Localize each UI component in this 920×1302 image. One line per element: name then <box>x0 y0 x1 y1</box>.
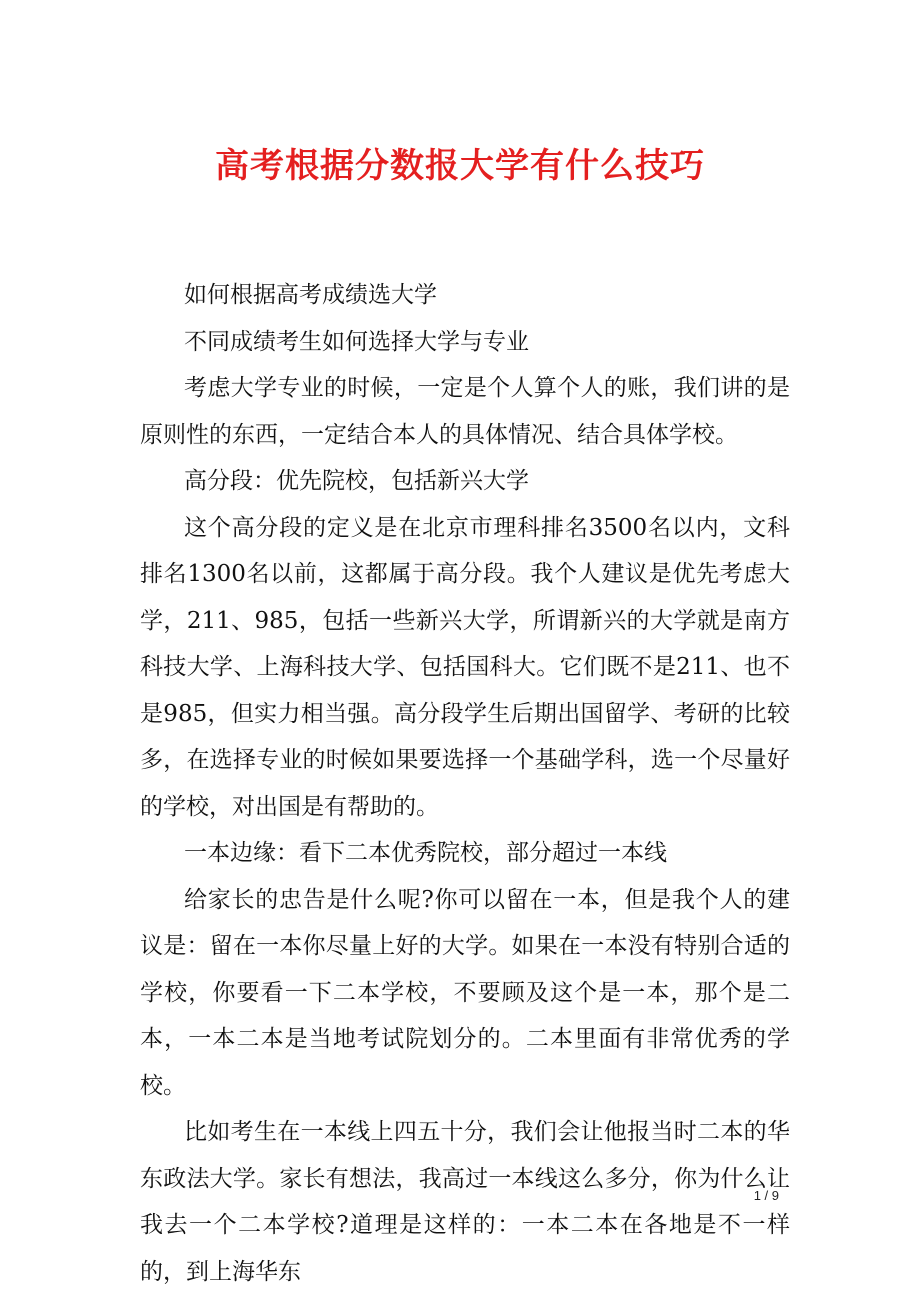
paragraph: 这个高分段的定义是在北京市理科排名3500名以内，文科排名1300名以前，这都属于高分段。我个人建议是优先考虑大学，211、985，包括一些新兴大学，所谓新兴的大学就是南方科技大学、上海科技大学、包括国科大。它们既不是211、也不是985，但实力相当强。高分段学生后期出国留学、考研的比较多，在选择专业的时候如果要选择一个基础学科，选一个尽量好的学校，对出国是有帮助的。 <box>140 514 790 820</box>
page-indicator: 1 / 9 <box>753 1188 779 1203</box>
paragraph: 比如考生在一本线上四五十分，我们会让他报当时二本的华东政法大学。家长有想法，我高过一本线这么多分，你为什么让我去一个二本学校?道理是这样的：一本二本在各地是不一样的，到上海华东 <box>140 1119 790 1285</box>
document-title: 高考根据分数报大学有什么技巧 <box>215 146 705 186</box>
paragraph: 一本边缘：看下二本优秀院校，部分超过一本线 <box>184 840 667 866</box>
paragraph: 考虑大学专业的时候，一定是个人算个人的账，我们讲的是原则性的东西，一定结合本人的具体情况、结合具体学校。 <box>140 375 790 448</box>
paragraph: 如何根据高考成绩选大学 <box>184 282 437 308</box>
paragraph: 给家长的忠告是什么呢?你可以留在一本，但是我个人的建议是：留在一本你尽量上好的大学。如果在一本没有特别合适的学校，你要看一下二本学校，不要顾及这个是一本，那个是二本，一本二本是当地考试院划分的。二本里面有非常优秀的学校。 <box>140 886 790 1099</box>
document-body <box>140 272 790 1295</box>
paragraph: 不同成绩考生如何选择大学与专业 <box>184 328 529 355</box>
paragraph: 高分段：优先院校，包括新兴大学 <box>184 468 529 494</box>
